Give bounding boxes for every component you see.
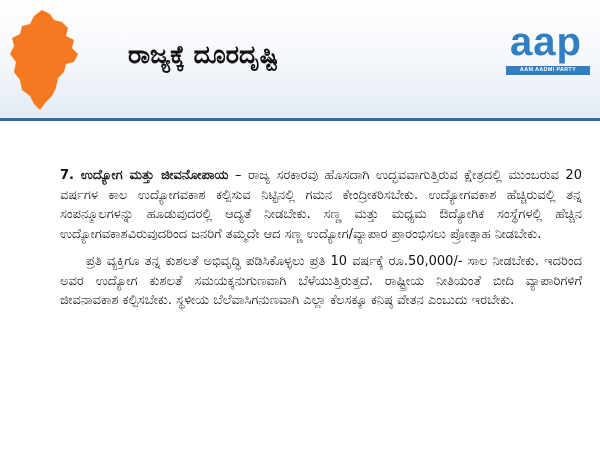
paragraph-2-text: ಪ್ರತಿ ವ್ಯಕ್ತಿಗೂ ತನ್ನ ಕುಶಲತೆ ಅಭಿವೃದ್ಧಿ ಪಡಿಸಿಕೊಳ್ಳಲು ಪ್ರತಿ 10 ವರ್ಷಕ್ಕೆ ರೂ.50,000/- ಸಾಲ ನೀಡಬೇಕು. ಇದರಿಂದ ಅವರ ಉದ್ಯೋಗ ಕುಶಲತೆ ಸಮಯಕ್ಕನುಗುಣವಾಗಿ ಬೆಳೆಯುತ್ತಿರುತ್ತದೆ. ರಾಷ್ಟ್ರೀಯ ನೀತಿಯಂತೆ ಬೀದಿ ವ್ಯಾಪಾರಿಗಳಿಗೆ ಜೀವನಾವಕಾಶ ಕಲ್ಪಿಸಬೇಕು. ಸ್ಥಳೀಯ ಬೆಲೆವಾಸಿಗನುಣವಾಗಿ ಎಲ್ಲಾ ಕೆಲಸಕ್ಕೂ ಕನಿಷ್ಠ ವೇತನ ಎಂಬುದು ಇರಬೇಕು. <box>60 254 582 308</box>
logo-text: aap <box>510 20 582 64</box>
slide-title: ರಾಜ್ಯಕ್ಕೆ ದೂರದೃಷ್ಟಿ <box>128 40 279 69</box>
slide-header <box>0 0 600 118</box>
aap-logo <box>498 20 594 90</box>
karnataka-map-icon <box>2 6 84 114</box>
logo-subtitle: AAM AADMI PARTY <box>519 67 577 73</box>
paragraph-1 <box>60 166 582 244</box>
section-heading: 7. ಉದ್ಯೋಗ ಮತ್ತು ಜೀವನೋಪಾಯ <box>60 168 229 183</box>
paragraph-1-text: – ರಾಜ್ಯ ಸರಕಾರವು ಹೊಸದಾಗಿ ಉದ್ಭವವಾಗುತ್ತಿರುವ ಕ್ಷೇತ್ರದಲ್ಲಿ ಮುಂಬರುವ 20 ವರ್ಷಗಳ ಕಾಲ ಉದ್ಯೋಗವಕಾಶ ಕಲ್ಪಿಸುವ ನಿಟ್ಟಿನಲ್ಲಿ ಗಮನ ಕೇಂದ್ರೀಕರಿಸಬೇಕು. ಉದ್ಯೋಗವಕಾಶ ಹೆಚ್ಚಿರುವಲ್ಲಿ ತನ್ನ ಸಂಪನ್ಮೂಲಗಳನ್ನು ಹೂಡುವುದರಲ್ಲಿ ಆದ್ಯತೆ ನೀಡಬೇಕು. ಸಣ್ಣ ಮತ್ತು ಮಧ್ಯಮ ಔದ್ಯೋಗಿಕ ಸಂಸ್ಥೆಗಳಲ್ಲಿ ಹೆಚ್ಚಿನ ಉದ್ಯೋಗವಕಾಶವಿರುವುದರಿಂದ ಜನರಿಗೆ ತಮ್ಮದೇ ಆದ ಸಣ್ಣ ಉದ್ಯೋಗ/ವ್ಯಾಪಾರ ಪ್ರಾರಂಭಿಸಲು ಪ್ರೋತ್ಸಾಹ ನೀಡಬೇಕು. <box>60 168 582 242</box>
paragraph-2 <box>60 252 582 311</box>
header-divider <box>0 118 600 121</box>
content-body <box>60 166 582 311</box>
